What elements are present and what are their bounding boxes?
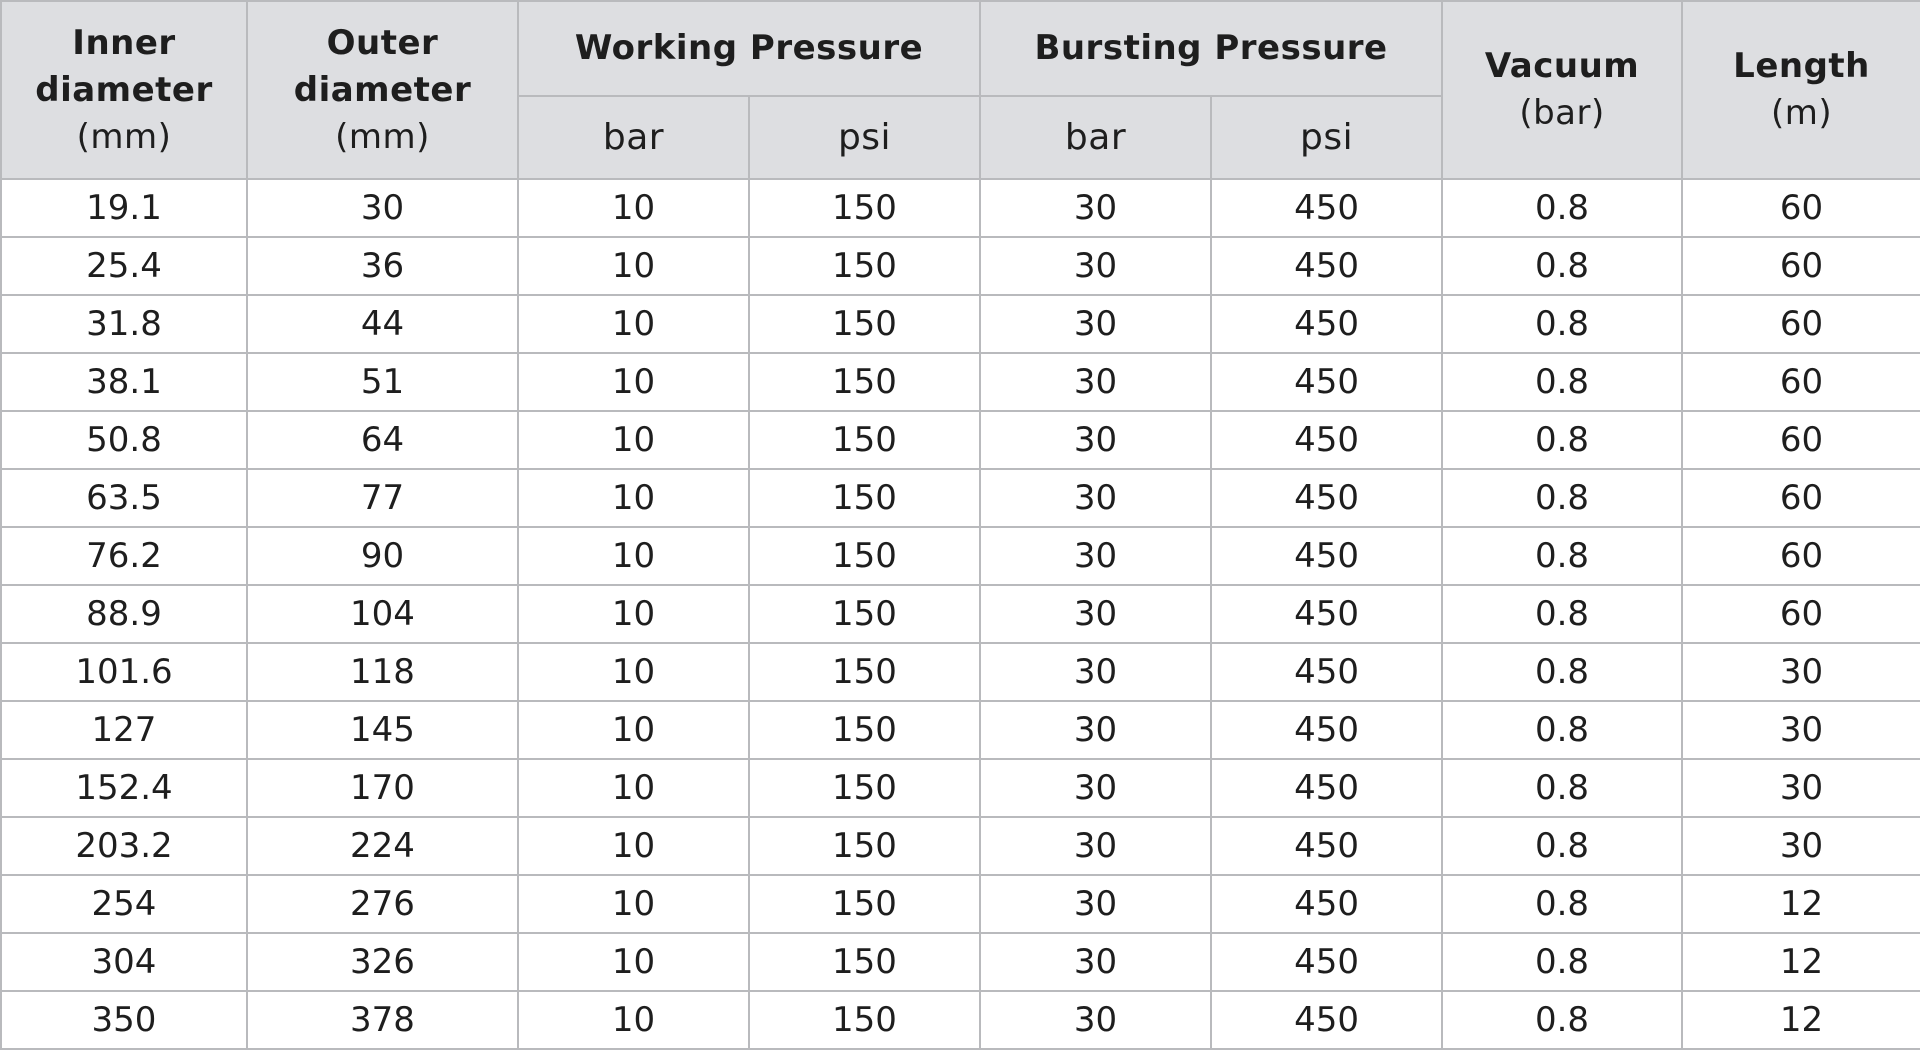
cell-outer-diameter: 276 <box>247 875 518 933</box>
cell-vacuum-bar: 0.8 <box>1442 469 1682 527</box>
cell-length-m: 12 <box>1682 991 1920 1049</box>
cell-inner-diameter: 350 <box>1 991 247 1049</box>
cell-length-m: 60 <box>1682 237 1920 295</box>
cell-outer-diameter: 90 <box>247 527 518 585</box>
header-outer-line3: (mm) <box>335 116 430 157</box>
cell-bursting-bar: 30 <box>980 875 1211 933</box>
table-row <box>1 353 1920 411</box>
cell-bursting-bar: 30 <box>980 701 1211 759</box>
table-row <box>1 411 1920 469</box>
cell-vacuum-bar: 0.8 <box>1442 353 1682 411</box>
cell-working-psi: 150 <box>749 817 980 875</box>
cell-length-m: 30 <box>1682 817 1920 875</box>
cell-vacuum-bar: 0.8 <box>1442 875 1682 933</box>
cell-working-bar: 10 <box>518 179 749 237</box>
table-header <box>1 1 1920 179</box>
table-row <box>1 817 1920 875</box>
cell-inner-diameter: 38.1 <box>1 353 247 411</box>
cell-length-m: 60 <box>1682 527 1920 585</box>
table-row <box>1 875 1920 933</box>
header-length <box>1682 1 1920 179</box>
cell-working-psi: 150 <box>749 991 980 1049</box>
cell-working-psi: 150 <box>749 179 980 237</box>
cell-length-m: 30 <box>1682 759 1920 817</box>
table-row <box>1 527 1920 585</box>
cell-inner-diameter: 127 <box>1 701 247 759</box>
table-row <box>1 759 1920 817</box>
header-outer-line2: diameter <box>293 69 472 110</box>
cell-bursting-bar: 30 <box>980 585 1211 643</box>
header-length-line1: Length <box>1733 46 1870 86</box>
header-length-line2: (m) <box>1770 93 1833 133</box>
cell-bursting-psi: 450 <box>1211 759 1442 817</box>
cell-bursting-bar: 30 <box>980 237 1211 295</box>
cell-bursting-psi: 450 <box>1211 875 1442 933</box>
cell-inner-diameter: 19.1 <box>1 179 247 237</box>
cell-inner-diameter: 63.5 <box>1 469 247 527</box>
cell-working-bar: 10 <box>518 353 749 411</box>
cell-bursting-psi: 450 <box>1211 701 1442 759</box>
cell-vacuum-bar: 0.8 <box>1442 817 1682 875</box>
cell-working-psi: 150 <box>749 759 980 817</box>
cell-working-bar: 10 <box>518 411 749 469</box>
cell-working-bar: 10 <box>518 875 749 933</box>
header-outer-diameter <box>247 1 518 179</box>
header-outer-line1: Outer <box>326 22 439 63</box>
cell-working-psi: 150 <box>749 643 980 701</box>
header-working-bar: bar <box>518 96 749 179</box>
cell-outer-diameter: 104 <box>247 585 518 643</box>
cell-working-psi: 150 <box>749 411 980 469</box>
cell-working-psi: 150 <box>749 933 980 991</box>
cell-working-bar: 10 <box>518 527 749 585</box>
cell-length-m: 60 <box>1682 411 1920 469</box>
cell-length-m: 12 <box>1682 875 1920 933</box>
cell-bursting-psi: 450 <box>1211 585 1442 643</box>
header-inner-diameter <box>1 1 247 179</box>
cell-working-psi: 150 <box>749 295 980 353</box>
cell-bursting-bar: 30 <box>980 759 1211 817</box>
cell-vacuum-bar: 0.8 <box>1442 179 1682 237</box>
cell-inner-diameter: 203.2 <box>1 817 247 875</box>
cell-outer-diameter: 44 <box>247 295 518 353</box>
cell-working-bar: 10 <box>518 643 749 701</box>
header-bursting-psi: psi <box>1211 96 1442 179</box>
table-row <box>1 469 1920 527</box>
cell-outer-diameter: 51 <box>247 353 518 411</box>
cell-bursting-bar: 30 <box>980 353 1211 411</box>
cell-outer-diameter: 36 <box>247 237 518 295</box>
cell-working-bar: 10 <box>518 585 749 643</box>
cell-bursting-bar: 30 <box>980 411 1211 469</box>
cell-bursting-psi: 450 <box>1211 817 1442 875</box>
cell-bursting-psi: 450 <box>1211 643 1442 701</box>
cell-outer-diameter: 145 <box>247 701 518 759</box>
cell-length-m: 60 <box>1682 295 1920 353</box>
cell-outer-diameter: 118 <box>247 643 518 701</box>
cell-inner-diameter: 254 <box>1 875 247 933</box>
cell-inner-diameter: 101.6 <box>1 643 247 701</box>
table-row <box>1 701 1920 759</box>
cell-bursting-bar: 30 <box>980 469 1211 527</box>
cell-vacuum-bar: 0.8 <box>1442 295 1682 353</box>
header-inner-line2: diameter <box>35 69 213 110</box>
cell-vacuum-bar: 0.8 <box>1442 701 1682 759</box>
cell-working-bar: 10 <box>518 991 749 1049</box>
cell-working-bar: 10 <box>518 759 749 817</box>
cell-outer-diameter: 30 <box>247 179 518 237</box>
cell-bursting-psi: 450 <box>1211 353 1442 411</box>
cell-outer-diameter: 170 <box>247 759 518 817</box>
cell-inner-diameter: 88.9 <box>1 585 247 643</box>
table-row <box>1 237 1920 295</box>
cell-working-bar: 10 <box>518 469 749 527</box>
cell-inner-diameter: 31.8 <box>1 295 247 353</box>
cell-working-psi: 150 <box>749 875 980 933</box>
cell-bursting-psi: 450 <box>1211 411 1442 469</box>
table-row <box>1 933 1920 991</box>
header-vacuum <box>1442 1 1682 179</box>
cell-vacuum-bar: 0.8 <box>1442 991 1682 1049</box>
cell-outer-diameter: 77 <box>247 469 518 527</box>
cell-inner-diameter: 304 <box>1 933 247 991</box>
cell-bursting-psi: 450 <box>1211 237 1442 295</box>
cell-length-m: 30 <box>1682 701 1920 759</box>
cell-length-m: 60 <box>1682 353 1920 411</box>
cell-length-m: 60 <box>1682 469 1920 527</box>
cell-working-bar: 10 <box>518 701 749 759</box>
cell-bursting-psi: 450 <box>1211 991 1442 1049</box>
cell-outer-diameter: 64 <box>247 411 518 469</box>
cell-working-psi: 150 <box>749 237 980 295</box>
cell-length-m: 60 <box>1682 585 1920 643</box>
cell-inner-diameter: 76.2 <box>1 527 247 585</box>
cell-vacuum-bar: 0.8 <box>1442 411 1682 469</box>
cell-bursting-psi: 450 <box>1211 295 1442 353</box>
table-row <box>1 991 1920 1049</box>
cell-outer-diameter: 326 <box>247 933 518 991</box>
cell-working-bar: 10 <box>518 817 749 875</box>
cell-bursting-bar: 30 <box>980 817 1211 875</box>
cell-working-bar: 10 <box>518 933 749 991</box>
table-row <box>1 585 1920 643</box>
cell-working-psi: 150 <box>749 353 980 411</box>
table-row <box>1 295 1920 353</box>
cell-working-psi: 150 <box>749 585 980 643</box>
header-vacuum-line2: (bar) <box>1519 93 1605 133</box>
cell-vacuum-bar: 0.8 <box>1442 527 1682 585</box>
cell-bursting-psi: 450 <box>1211 469 1442 527</box>
cell-vacuum-bar: 0.8 <box>1442 585 1682 643</box>
cell-working-psi: 150 <box>749 469 980 527</box>
cell-inner-diameter: 152.4 <box>1 759 247 817</box>
cell-outer-diameter: 378 <box>247 991 518 1049</box>
cell-bursting-bar: 30 <box>980 991 1211 1049</box>
header-bursting-pressure: Bursting Pressure <box>980 1 1442 96</box>
cell-outer-diameter: 224 <box>247 817 518 875</box>
cell-bursting-bar: 30 <box>980 295 1211 353</box>
header-bursting-bar: bar <box>980 96 1211 179</box>
cell-bursting-psi: 450 <box>1211 527 1442 585</box>
cell-vacuum-bar: 0.8 <box>1442 759 1682 817</box>
header-row-main <box>1 1 1920 96</box>
header-vacuum-line1: Vacuum <box>1484 46 1640 86</box>
cell-inner-diameter: 50.8 <box>1 411 247 469</box>
cell-length-m: 60 <box>1682 179 1920 237</box>
cell-bursting-psi: 450 <box>1211 933 1442 991</box>
table-row <box>1 179 1920 237</box>
cell-inner-diameter: 25.4 <box>1 237 247 295</box>
cell-length-m: 12 <box>1682 933 1920 991</box>
cell-bursting-bar: 30 <box>980 933 1211 991</box>
cell-vacuum-bar: 0.8 <box>1442 237 1682 295</box>
cell-bursting-bar: 30 <box>980 643 1211 701</box>
cell-working-psi: 150 <box>749 527 980 585</box>
header-inner-line1: Inner <box>72 22 176 63</box>
cell-bursting-bar: 30 <box>980 527 1211 585</box>
cell-working-bar: 10 <box>518 237 749 295</box>
cell-vacuum-bar: 0.8 <box>1442 643 1682 701</box>
cell-working-psi: 150 <box>749 701 980 759</box>
cell-bursting-psi: 450 <box>1211 179 1442 237</box>
header-working-pressure: Working Pressure <box>518 1 980 96</box>
cell-bursting-bar: 30 <box>980 179 1211 237</box>
table-row <box>1 643 1920 701</box>
header-working-psi: psi <box>749 96 980 179</box>
table-body <box>1 179 1920 1049</box>
header-inner-line3: (mm) <box>76 116 172 157</box>
cell-length-m: 30 <box>1682 643 1920 701</box>
cell-working-bar: 10 <box>518 295 749 353</box>
cell-vacuum-bar: 0.8 <box>1442 933 1682 991</box>
